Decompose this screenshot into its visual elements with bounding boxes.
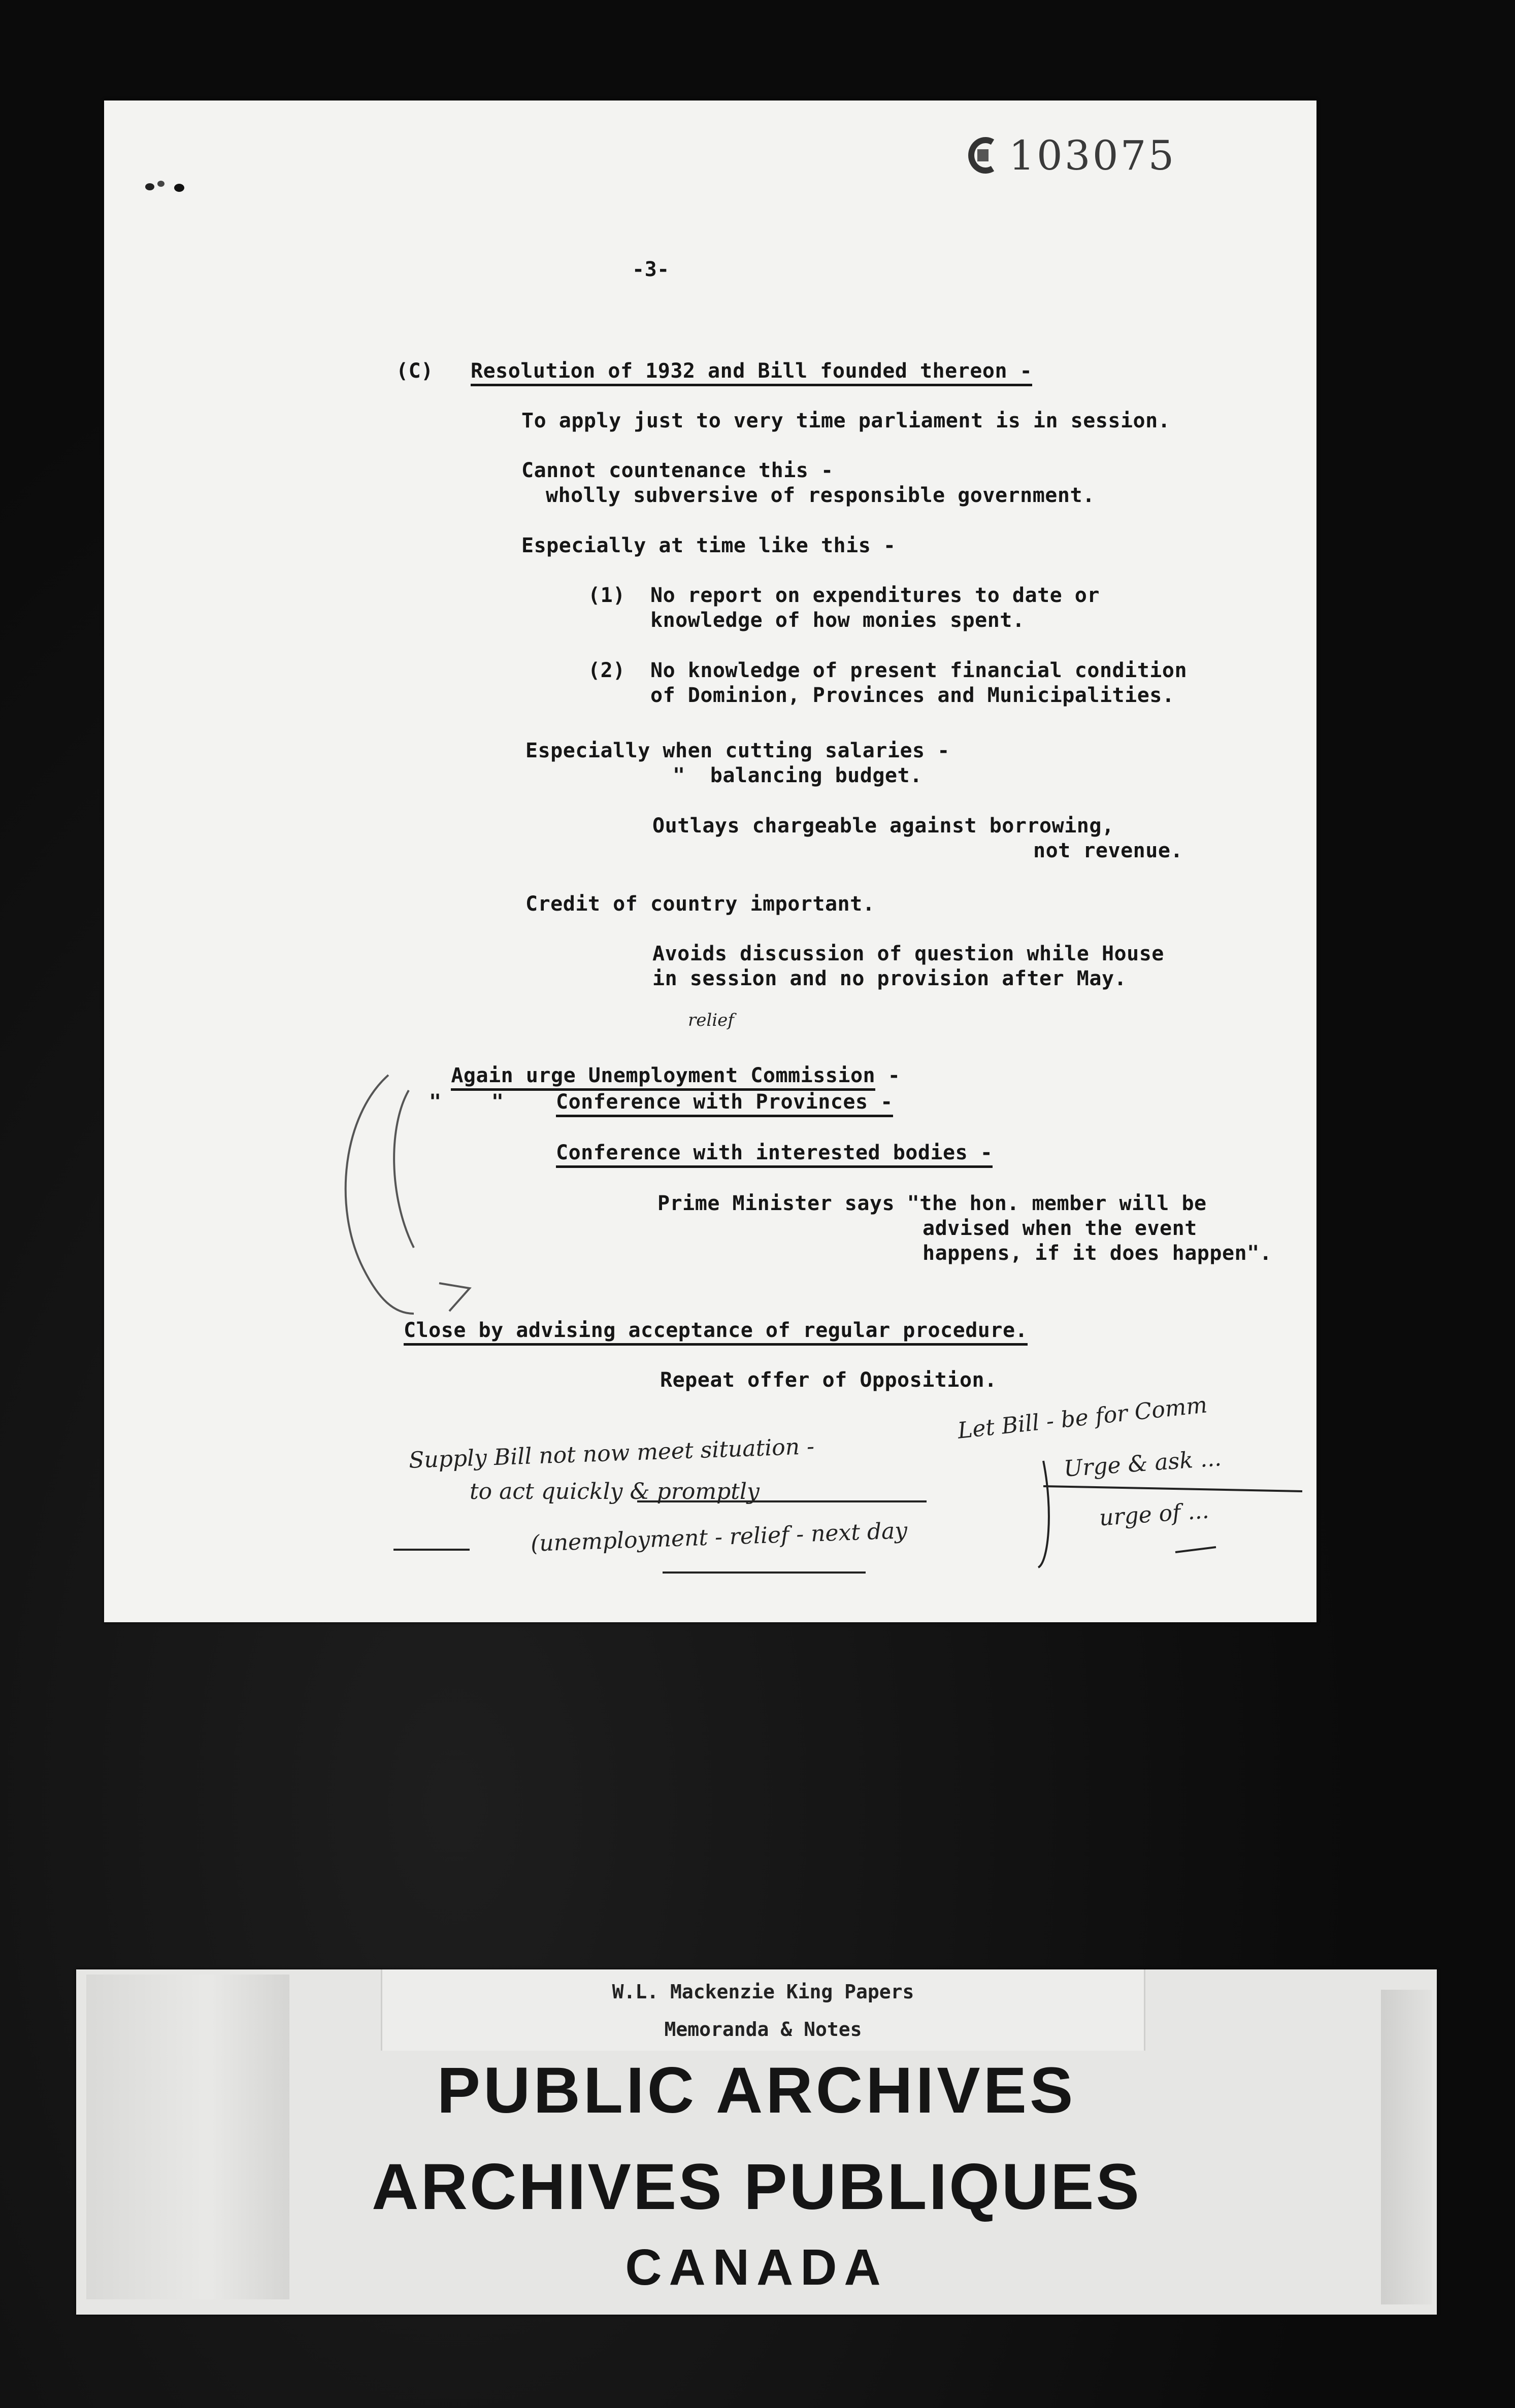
pm-quote-line: advised when the event: [923, 1217, 1197, 1240]
handwritten-note: urge of ...: [1098, 1497, 1210, 1531]
pm-quote-line: happens, if it does happen".: [923, 1242, 1272, 1265]
urge-underlined: Unemployment Commission: [588, 1064, 875, 1091]
list-number: (1): [588, 584, 625, 607]
text-line: " balancing budget.: [673, 764, 923, 787]
archive-c-seal-icon: [967, 135, 1000, 176]
series-name: Memoranda & Notes: [664, 2018, 862, 2041]
archive-stamp-number: 103075: [1009, 132, 1176, 179]
archive-country: CANADA: [625, 2239, 888, 2296]
collection-name: W.L. Mackenzie King Papers: [612, 1981, 914, 2003]
ditto-marks: " ": [429, 1090, 504, 1114]
text-line: Credit of country important.: [525, 892, 875, 916]
close-heading: Close by advising acceptance of regular procedure.: [404, 1319, 1028, 1346]
handwritten-note: Let Bill - be for Comm: [956, 1392, 1209, 1444]
staple-holes: [135, 161, 195, 202]
list-item-text: knowledge of how monies spent.: [650, 609, 1025, 632]
text-line: Especially when cutting salaries -: [525, 739, 950, 762]
text-line: Outlays chargeable against borrowing,: [652, 814, 1114, 838]
section-c-label: (C): [396, 359, 434, 383]
handwritten-note: to act quickly & promptly: [470, 1479, 760, 1504]
handwritten-insert: relief: [688, 1010, 734, 1030]
pm-quote-line: Prime Minister says "the hon. member will be: [657, 1192, 1207, 1215]
text-line: wholly subversive of responsible government.: [546, 484, 1095, 507]
text-line: Especially at time like this -: [521, 534, 896, 557]
text-line: Cannot countenance this -: [521, 459, 834, 482]
list-item-text: No report on expenditures to date or: [650, 584, 1100, 607]
text-line: Avoids discussion of question while House: [652, 942, 1164, 965]
archive-title-en: PUBLIC ARCHIVES: [437, 2054, 1076, 2127]
text-line: not revenue.: [1033, 839, 1183, 862]
handwritten-note: Supply Bill not now meet situation -: [408, 1433, 815, 1474]
handwritten-note: Urge & ask ...: [1063, 1445, 1223, 1482]
urge-prefix: Again urge: [451, 1064, 588, 1091]
urge-item-bodies: Conference with interested bodies -: [556, 1141, 993, 1168]
text-line: To apply just to very time parliament is in session.: [521, 409, 1171, 432]
label-strip: [381, 1969, 1145, 2051]
list-item-text: No knowledge of present financial condition: [650, 659, 1188, 682]
urge-suffix: -: [875, 1064, 901, 1087]
archive-label: [76, 1969, 1437, 2315]
text-line: Repeat offer of Opposition.: [660, 1368, 997, 1392]
page-number: -3-: [632, 258, 670, 281]
archive-title-fr: ARCHIVES PUBLIQUES: [372, 2151, 1141, 2223]
list-item-text: of Dominion, Provinces and Municipalities.: [650, 684, 1175, 707]
list-number: (2): [588, 659, 625, 682]
urge-item-provinces: Conference with Provinces -: [556, 1090, 893, 1117]
document-page: [104, 101, 1316, 1622]
text-line: in session and no provision after May.: [652, 967, 1127, 990]
handwritten-note: (unemployment - relief - next day: [530, 1518, 908, 1557]
section-c-heading: Resolution of 1932 and Bill founded thereon -: [471, 359, 1032, 386]
